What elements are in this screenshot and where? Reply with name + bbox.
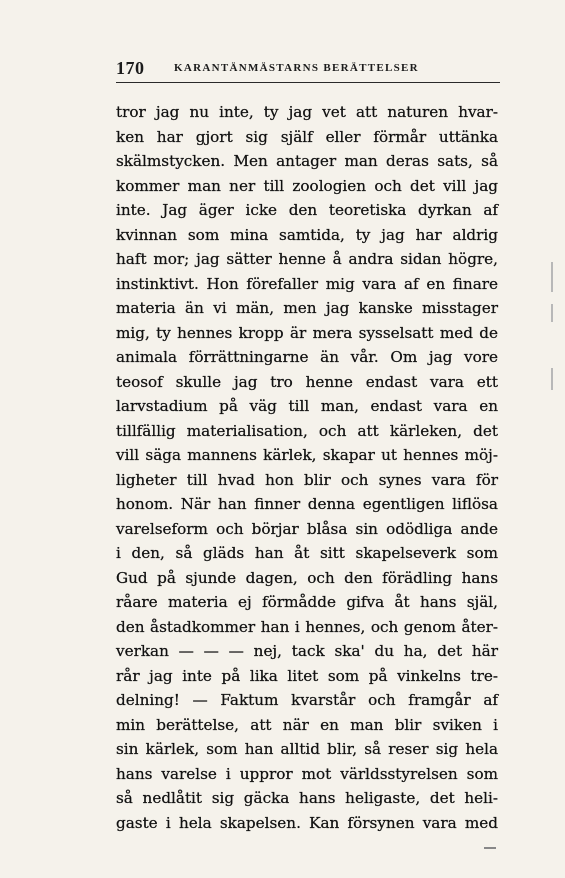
text-line: delning! — Faktum kvarstår och framgår af <box>116 691 498 709</box>
text-line: haft mor; jag sätter henne å andra sidan högre, <box>116 250 498 268</box>
page-number: 170 <box>116 58 145 78</box>
scan-margin-mark <box>551 262 553 292</box>
text-line: materia än vi män, men jag kanske misstager <box>116 299 498 317</box>
text-line: tror jag nu inte, ty jag vet att naturen hvar- <box>116 103 498 121</box>
text-line: ken har gjort sig själf eller förmår uttänka <box>116 127 498 146</box>
text-line: inte. Jag äger icke den teoretiska dyrkan af <box>116 201 498 219</box>
text-line: den åstadkommer han i hennes, och genom åter- <box>116 617 498 636</box>
text-line: vill säga mannens kärlek, skapar ut hennes möj- <box>116 446 498 464</box>
text-line: min berättelse, att när en man blir sviken i <box>116 715 498 734</box>
text-line: råare materia ej förmådde gifva åt hans själ, <box>116 593 498 611</box>
body-text <box>116 100 498 835</box>
scan-margin-mark <box>551 368 553 390</box>
text-line: så nedlåtit sig gäcka hans heligaste, det heli- <box>116 789 498 807</box>
running-title: KARANTÄNMÄSTARNS BERÄTTELSER <box>174 62 419 74</box>
text-line: gaste i hela skapelsen. Kan försynen vara med <box>116 813 498 832</box>
text-line: ligheter till hvad hon blir och synes vara för <box>116 470 498 489</box>
text-line: i den, så gläds han åt sitt skapelseverk som <box>116 544 498 562</box>
text-line: sin kärlek, som han alltid blir, så reser sig hela <box>116 740 498 758</box>
text-line: kommer man ner till zoologien och det vill jag <box>116 176 498 195</box>
text-line: animala förrättningarne än vår. Om jag vore <box>116 348 498 366</box>
text-line: varelseform och börjar blåsa sin odödliga ande <box>116 519 498 538</box>
scan-bottom-mark <box>484 847 496 849</box>
text-line: verkan — — — nej, tack ska' du ha, det här <box>116 642 498 660</box>
text-line: instinktivt. Hon förefaller mig vara af en finare <box>116 274 498 293</box>
scan-margin-mark <box>551 304 553 322</box>
text-line: hans varelse i uppror mot världsstyrelsen som <box>116 764 498 783</box>
text-line: larvstadium på väg till man, endast vara en <box>116 397 498 415</box>
text-line: mig, ty hennes kropp är mera sysselsatt med de <box>116 323 498 342</box>
text-line: tillfällig materialisation, och att kärleken, det <box>116 421 498 440</box>
text-line: rår jag inte på lika litet som på vinkelns tre- <box>116 666 498 685</box>
text-line: Gud på sjunde dagen, och den förädling hans <box>116 568 498 587</box>
page-header <box>116 58 500 83</box>
text-line: teosof skulle jag tro henne endast vara ett <box>116 372 498 391</box>
text-line: kvinnan som mina samtida, ty jag har aldrig <box>116 225 498 244</box>
text-line: skälmstycken. Men antager man deras sats, så <box>116 152 498 170</box>
text-line: honom. När han finner denna egentligen liflösa <box>116 495 498 513</box>
